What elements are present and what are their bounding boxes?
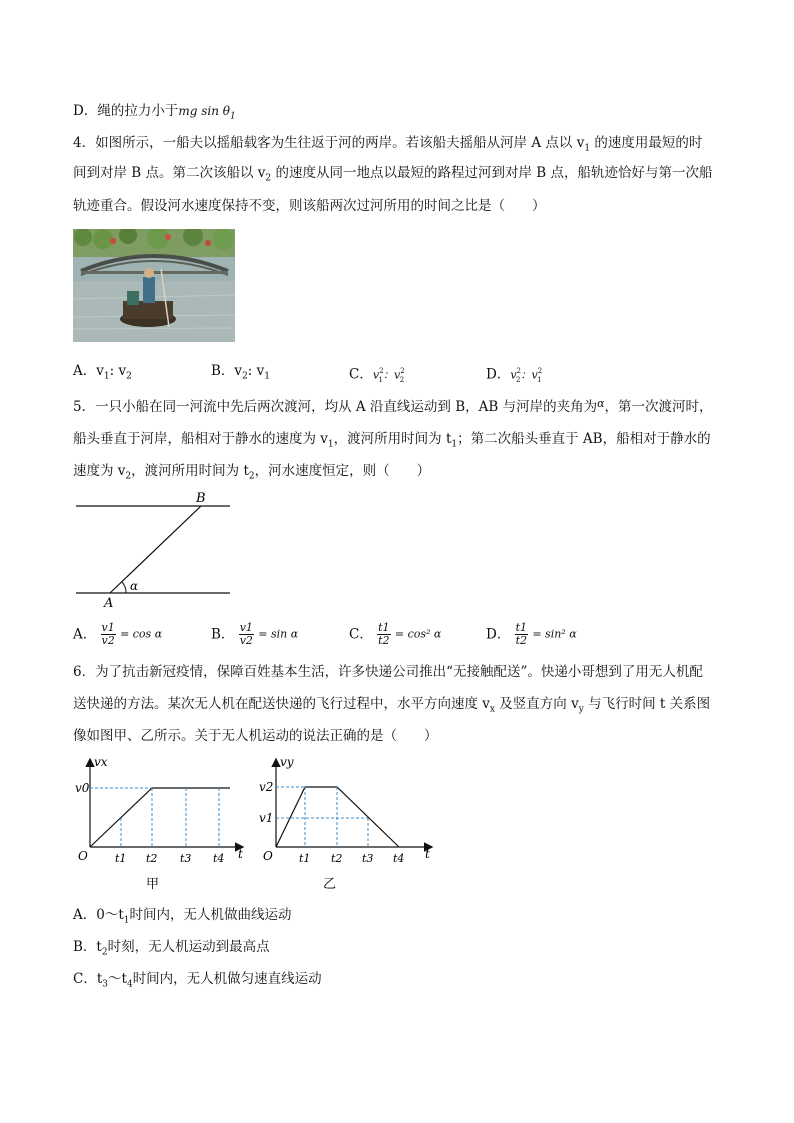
sub: 2 <box>248 471 255 482</box>
sub: 1 <box>584 143 591 154</box>
sub: 1 <box>451 439 458 450</box>
option-label: D． <box>486 626 511 643</box>
option-label: B． <box>73 939 97 955</box>
q4-text: 4．如图所示，一船夫以摇船载客为生往返于河的两岸。若该船夫摇船从河岸 A 点以 v <box>73 135 585 151</box>
option-text: ～t <box>108 971 127 987</box>
sub: 1 <box>103 371 110 382</box>
option-text: t <box>96 939 102 955</box>
q6-option-b[interactable] <box>73 937 270 963</box>
q6-text: 与飞行时间 t 关系图 <box>583 696 711 712</box>
sub: y <box>578 704 584 715</box>
option-label: A． <box>73 363 97 379</box>
formula-sub: 1 <box>229 111 236 122</box>
sup: 2 <box>516 367 522 375</box>
q3-option-d <box>73 101 236 127</box>
sup: 2 <box>379 367 384 375</box>
fraction <box>377 622 390 647</box>
q4-text: 的速度用最短的时 <box>590 135 703 151</box>
sub: 1 <box>327 439 334 450</box>
path-ab-line <box>110 506 201 593</box>
angle-arc <box>122 582 126 593</box>
q4-line2 <box>73 163 712 189</box>
point-a-label: A <box>104 596 114 610</box>
q4-text: 轨迹重合。假设河水速度保持不变，则该船两次过河所用的时间之比是（ ） <box>73 198 546 214</box>
sub: x <box>489 704 495 715</box>
option-text: v <box>510 368 517 382</box>
option-text: v <box>234 363 243 379</box>
sub: 2 <box>516 376 521 385</box>
option-label: D． <box>73 103 98 119</box>
boat-photo-illustration <box>73 229 235 342</box>
tick-t1: t1 <box>115 852 127 865</box>
equation-rhs: = sin² α <box>532 627 577 641</box>
boat-photo <box>73 229 235 342</box>
q6-text: 6．为了抗击新冠疫情，保障百姓基本生活，许多快递公司推出“无接触配送”。快递小哥想到了用无人机配 <box>73 664 703 680</box>
option-label: B． <box>211 363 235 379</box>
sub: 1 <box>378 376 383 385</box>
sub: 1 <box>537 376 542 385</box>
option-text: v <box>96 363 104 379</box>
angle-label: α <box>130 579 139 593</box>
q4-line1 <box>73 133 702 159</box>
tick-t4: t4 <box>213 852 225 865</box>
x-axis-label: t <box>238 847 243 861</box>
equation-rhs: = cos² α <box>394 627 442 641</box>
q6-line1 <box>73 662 703 682</box>
v2-label: v2 <box>259 780 274 794</box>
fraction <box>239 622 254 647</box>
formula: mg sin θ <box>178 104 230 118</box>
option-text: ：v <box>383 368 401 382</box>
sub: 3 <box>102 979 109 990</box>
sub: 2 <box>265 173 272 184</box>
fraction <box>101 622 116 647</box>
option-text: 0～t <box>96 907 124 923</box>
q5-text: ，第一次渡河时， <box>604 399 713 415</box>
q5-option-b[interactable] <box>211 622 298 647</box>
option-text: 时间内，无人机做匀速直线运动 <box>132 971 322 987</box>
q5-text: ，渡河所用时间为 t <box>131 463 249 479</box>
q5-text: ，渡河所用时间为 t <box>333 431 452 447</box>
tick-t3: t3 <box>362 852 374 865</box>
tick-t2: t2 <box>331 852 343 865</box>
q5-text: 速度为 v <box>73 463 126 479</box>
numerator: v1 <box>239 621 253 634</box>
q5-option-d[interactable] <box>486 622 577 647</box>
option-label: D． <box>486 366 511 383</box>
q6-text: 及竖直方向 v <box>495 696 579 712</box>
option-label: C． <box>73 971 97 987</box>
option-text: t <box>96 971 103 987</box>
q5-option-a[interactable] <box>73 622 162 647</box>
graph-caption: 乙 <box>323 877 337 892</box>
equation-rhs: = sin α <box>258 627 299 641</box>
option-label: C． <box>349 626 373 643</box>
sub: 2 <box>242 371 248 382</box>
q5-line1 <box>73 397 713 418</box>
q6-text: 像如图甲、乙所示。关于无人机运动的说法正确的是（ ） <box>73 728 438 744</box>
option-label: A． <box>73 626 97 643</box>
y-axis-label: vy <box>280 755 294 769</box>
denominator: v2 <box>239 634 253 647</box>
sup: 2 <box>537 367 543 375</box>
sub: 4 <box>126 979 133 990</box>
q4-option-b[interactable] <box>211 361 270 387</box>
graph-yi <box>253 752 438 897</box>
q5-text: 船头垂直于河岸，船相对于静水的速度为 v <box>73 431 328 447</box>
denominator: v2 <box>101 634 115 647</box>
denominator: t2 <box>515 634 528 647</box>
y-axis-label: vx <box>94 755 108 769</box>
q6-option-a[interactable] <box>73 905 292 931</box>
q5-text: ；第二次船头垂直于 AB，船相对于静水的 <box>457 431 711 447</box>
sub: 2 <box>101 947 108 958</box>
q4-option-d[interactable] <box>486 361 542 390</box>
option-text: 时间内，无人机做曲线运动 <box>129 907 292 923</box>
q6-line3 <box>73 726 438 746</box>
vx-curve <box>90 788 230 847</box>
numerator: v1 <box>101 621 115 634</box>
option-text: ：v <box>520 368 538 382</box>
equation-rhs: = cos α <box>120 627 163 641</box>
origin-label: O <box>78 849 88 863</box>
tick-t4: t4 <box>393 852 405 865</box>
q4-line3 <box>73 196 546 216</box>
sub: 1 <box>123 915 130 926</box>
option-label: A． <box>73 907 97 923</box>
fraction <box>515 622 528 647</box>
point-b-label: B <box>196 491 206 506</box>
graph-caption: 甲 <box>146 877 160 892</box>
sub: 2 <box>126 371 132 382</box>
alpha-symbol: α <box>597 397 605 410</box>
q6-option-c[interactable] <box>73 969 322 995</box>
denominator: t2 <box>378 634 390 647</box>
q5-text: 5．一只小船在同一河流中先后两次渡河，均从 A 沿直线运动到 B，AB 与河岸的夹角为 <box>73 399 598 415</box>
sub: 2 <box>125 471 132 482</box>
x-axis-label: t <box>425 847 430 861</box>
graph-jia <box>70 752 250 897</box>
v1-label: v1 <box>259 811 274 825</box>
option-text: : v <box>247 363 265 379</box>
sub: 1 <box>264 371 270 382</box>
option-label: C． <box>349 366 373 383</box>
v0-label: v0 <box>75 781 90 795</box>
q4-text: 的速度从同一地点以最短的路程过河到对岸 B 点，船轨迹恰好与第一次船 <box>271 165 713 181</box>
option-text: v <box>372 368 380 382</box>
origin-label: O <box>263 849 273 863</box>
q4-text: 间到对岸 B 点。第二次该船以 v <box>73 165 266 181</box>
q5-text: ，河水速度恒定，则（ ） <box>254 463 431 479</box>
q6-line2 <box>73 694 710 720</box>
tick-t1: t1 <box>299 852 311 865</box>
numerator: t1 <box>515 621 528 634</box>
option-text: 绳的拉力小于 <box>97 103 179 119</box>
q5-line3 <box>73 461 430 487</box>
tick-t2: t2 <box>146 852 158 865</box>
sup: 2 <box>400 367 405 375</box>
q4-option-c[interactable] <box>349 361 404 390</box>
q4-option-a[interactable] <box>73 361 132 387</box>
option-text: 时刻，无人机运动到最高点 <box>107 939 270 955</box>
q5-option-c[interactable] <box>349 622 441 647</box>
q5-line2 <box>73 429 711 455</box>
numerator: t1 <box>378 621 390 634</box>
tick-t3: t3 <box>180 852 192 865</box>
sub: 2 <box>399 376 405 385</box>
option-label: B． <box>211 626 235 643</box>
q6-text: 送快递的方法。某次无人机在配送快递的飞行过程中，水平方向速度 v <box>73 696 490 712</box>
option-text: : v <box>109 363 127 379</box>
river-diagram <box>70 488 245 610</box>
